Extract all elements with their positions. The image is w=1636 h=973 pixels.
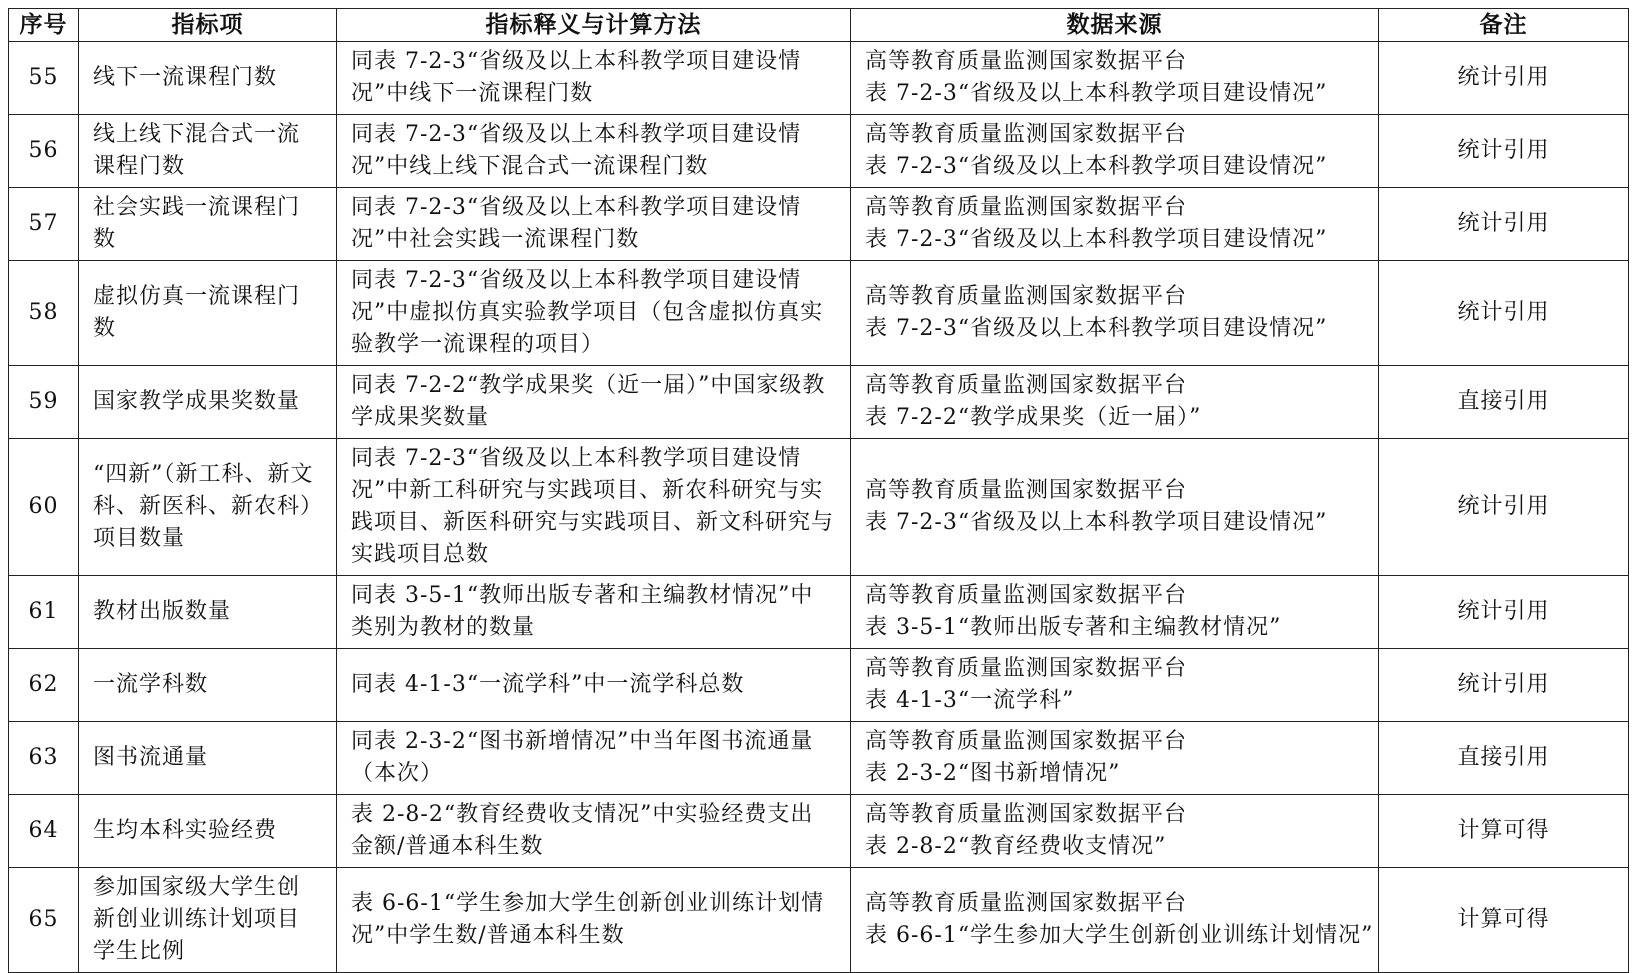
table-row [9,868,1629,973]
row-no: 57 [9,188,79,261]
row-item: 教材出版数量 [79,576,337,649]
row-source-table: 表 7-2-3“省级及以上本科教学项目建设情况” [865,316,1328,341]
row-method: 同表 7-2-3“省级及以上本科教学项目建设情况”中线上线下混合式一流课程门数 [337,115,851,188]
row-item: 虚拟仿真一流课程门数 [79,261,337,366]
table-row [9,366,1629,439]
table-row [9,722,1629,795]
row-method: 同表 7-2-3“省级及以上本科教学项目建设情况”中虚拟仿真实验教学项目（包含虚拟仿真实验教学一流课程的项目） [337,261,851,366]
row-note: 统计引用 [1379,261,1629,366]
row-no: 55 [9,42,79,115]
row-item: 参加国家级大学生创新创业训练计划项目学生比例 [79,868,337,973]
row-source [851,115,1379,188]
row-source-table: 表 7-2-3“省级及以上本科教学项目建设情况” [865,227,1328,252]
row-method: 同表 7-2-3“省级及以上本科教学项目建设情况”中线下一流课程门数 [337,42,851,115]
row-source-table: 表 4-1-3“一流学科” [865,688,1075,713]
row-note: 统计引用 [1379,42,1629,115]
row-item: 线下一流课程门数 [79,42,337,115]
row-method: 同表 7-2-3“省级及以上本科教学项目建设情况”中社会实践一流课程门数 [337,188,851,261]
row-method: 表 2-8-2“教育经费收支情况”中实验经费支出金额/普通本科生数 [337,795,851,868]
row-no: 59 [9,366,79,439]
row-source-table: 表 7-2-3“省级及以上本科教学项目建设情况” [865,154,1328,179]
row-no: 62 [9,649,79,722]
row-method: 同表 7-2-3“省级及以上本科教学项目建设情况”中新工科研究与实践项目、新农科研究与实践项目、新医科研究与实践项目、新文科研究与实践项目总数 [337,439,851,576]
table-row [9,42,1629,115]
indicator-table [8,8,1629,973]
row-source [851,576,1379,649]
row-item: 社会实践一流课程门数 [79,188,337,261]
table-row [9,649,1629,722]
row-source [851,439,1379,576]
row-source-table: 表 2-8-2“教育经费收支情况” [865,834,1167,859]
row-note: 计算可得 [1379,795,1629,868]
row-source [851,261,1379,366]
row-no: 63 [9,722,79,795]
row-method: 同表 3-5-1“教师出版专著和主编教材情况”中类别为教材的数量 [337,576,851,649]
row-source-platform: 高等教育质量监测国家数据平台 [865,802,1188,827]
header-source: 数据来源 [851,9,1379,42]
row-note: 直接引用 [1379,366,1629,439]
table-row [9,576,1629,649]
row-no: 56 [9,115,79,188]
row-source-table: 表 2-3-2“图书新增情况” [865,761,1121,786]
row-item: 图书流通量 [79,722,337,795]
row-source-table: 表 3-5-1“教师出版专著和主编教材情况” [865,615,1282,640]
row-source-platform: 高等教育质量监测国家数据平台 [865,891,1188,916]
row-no: 65 [9,868,79,973]
table-row [9,115,1629,188]
row-method: 同表 4-1-3“一流学科”中一流学科总数 [337,649,851,722]
row-note: 直接引用 [1379,722,1629,795]
row-source [851,366,1379,439]
row-note: 统计引用 [1379,188,1629,261]
row-item: 国家教学成果奖数量 [79,366,337,439]
row-item: “四新”（新工科、新文科、新医科、新农科）项目数量 [79,439,337,576]
row-item: 一流学科数 [79,649,337,722]
row-method: 同表 7-2-2“教学成果奖（近一届）”中国家级教学成果奖数量 [337,366,851,439]
row-source-platform: 高等教育质量监测国家数据平台 [865,373,1188,398]
row-no: 58 [9,261,79,366]
table-row [9,795,1629,868]
row-source-table: 表 7-2-3“省级及以上本科教学项目建设情况” [865,81,1328,106]
row-note: 统计引用 [1379,439,1629,576]
header-item: 指标项 [79,9,337,42]
row-note: 统计引用 [1379,649,1629,722]
row-source-platform: 高等教育质量监测国家数据平台 [865,284,1188,309]
table-header-row [9,9,1629,42]
header-note: 备注 [1379,9,1629,42]
row-source-platform: 高等教育质量监测国家数据平台 [865,478,1188,503]
row-note: 统计引用 [1379,576,1629,649]
table-row [9,261,1629,366]
row-method: 表 6-6-1“学生参加大学生创新创业训练计划情况”中学生数/普通本科生数 [337,868,851,973]
row-no: 61 [9,576,79,649]
row-source-platform: 高等教育质量监测国家数据平台 [865,49,1188,74]
row-method: 同表 2-3-2“图书新增情况”中当年图书流通量（本次） [337,722,851,795]
row-source-platform: 高等教育质量监测国家数据平台 [865,195,1188,220]
row-source-platform: 高等教育质量监测国家数据平台 [865,583,1188,608]
row-source [851,868,1379,973]
row-no: 64 [9,795,79,868]
row-no: 60 [9,439,79,576]
table-row [9,439,1629,576]
row-source-platform: 高等教育质量监测国家数据平台 [865,122,1188,147]
row-source [851,188,1379,261]
row-note: 统计引用 [1379,115,1629,188]
row-source-table: 表 7-2-2“教学成果奖（近一届）” [865,405,1202,430]
row-item: 线上线下混合式一流课程门数 [79,115,337,188]
row-source [851,722,1379,795]
row-source-platform: 高等教育质量监测国家数据平台 [865,656,1188,681]
table-row [9,188,1629,261]
row-source-table: 表 6-6-1“学生参加大学生创新创业训练计划情况” [865,923,1374,948]
row-source [851,42,1379,115]
row-item: 生均本科实验经费 [79,795,337,868]
header-no: 序号 [9,9,79,42]
row-source-table: 表 7-2-3“省级及以上本科教学项目建设情况” [865,510,1328,535]
row-source [851,649,1379,722]
row-source-platform: 高等教育质量监测国家数据平台 [865,729,1188,754]
row-source [851,795,1379,868]
header-method: 指标释义与计算方法 [337,9,851,42]
row-note: 计算可得 [1379,868,1629,973]
